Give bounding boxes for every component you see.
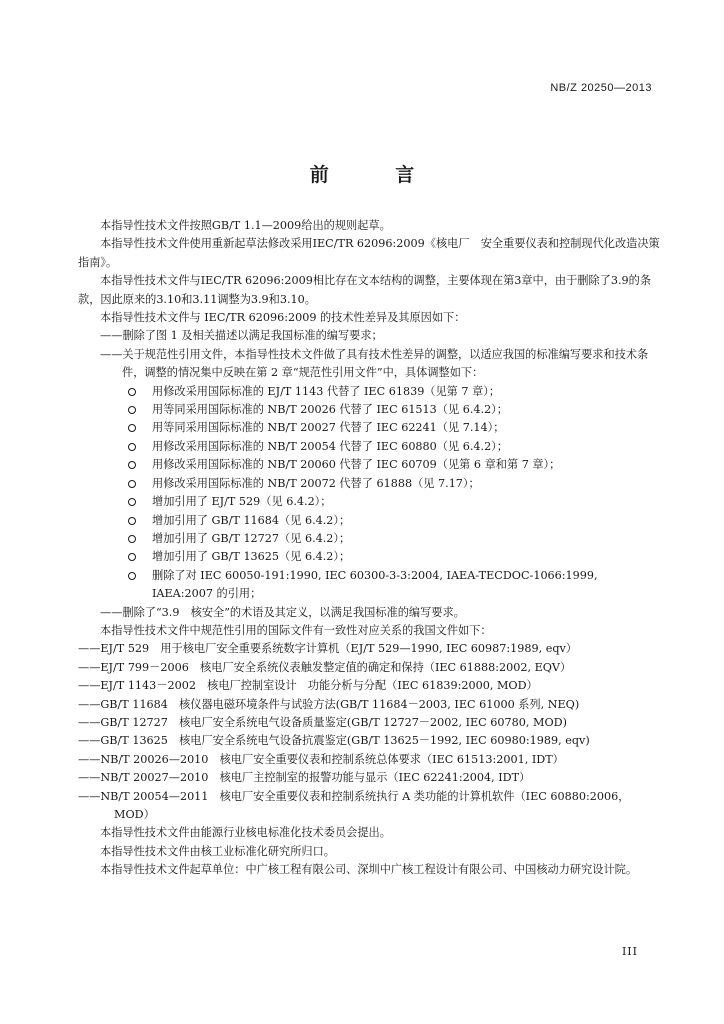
reference-item: ——EJ/T 799－2006 核电厂安全系统仪表触发整定值的确定和保持（IEC 61888:2002, EQV）	[78, 660, 572, 674]
list-item: 删除了对 IEC 60050-191:1990, IEC 60300-3-3:2004, IAEA-TECDOC-1066:1999, IAEA:2007 的引用；	[128, 567, 660, 604]
reference-item: ——EJ/T 529 用于核电厂安全重要系统数字计算机（EJ/T 529—1990, IEC 60987:1989, eqv）	[78, 642, 578, 656]
paragraph-national-equivalents: 本指导性技术文件中规范性引用的国际文件有一致性对应关系的我国文件如下：	[100, 623, 492, 637]
bullet-icon	[128, 553, 136, 561]
paragraph-structure: 本指导性技术文件与IEC/TR 62096:2009相比存在文本结构的调整，主要体现在第3章中，由于删除了3.9的条款，因此原来的3.10和3.11调整为3.9和3.10。	[78, 274, 652, 306]
bullet-icon	[128, 443, 136, 451]
list-item: 用修改采用国际标准的 NB/T 20072 代替了 61888（见 7.17）；	[128, 475, 660, 493]
document-number: NB/Z 20250—2013	[550, 82, 652, 94]
paragraph-managed-by: 本指导性技术文件由核工业标准化研究所归口。	[100, 844, 335, 858]
adjustment-list	[78, 383, 660, 604]
page-title: 前 言	[309, 164, 445, 186]
reference-item: ——NB/T 20054—2011 核电厂安全重要仪表和控制系统执行 A 类功能的计算机软件（IEC 60880:2006，MOD）	[78, 789, 630, 821]
reference-item: ——GB/T 13625 核电厂安全系统电气设备抗震鉴定(GB/T 13625－1992, IEC 60980:1989, eqv)	[78, 734, 590, 748]
paragraph-differences-intro: 本指导性技术文件与 IEC/TR 62096:2009 的技术性差异及其原因如下：	[100, 311, 466, 325]
list-item: 增加引用了 GB/T 12727（见 6.4.2）；	[128, 530, 660, 548]
bullet-icon	[128, 517, 136, 525]
reference-item: ——NB/T 20027—2010 核电厂主控制室的报警功能与显示（IEC 62241:2004, IDT）	[78, 771, 531, 785]
bullet-icon	[128, 461, 136, 469]
paragraph-adoption: 本指导性技术文件使用重新起草法修改采用IEC/TR 62096:2009《核电厂 安全重要仪表和控制现代化改造决策指南》。	[78, 237, 660, 269]
bullet-icon	[128, 388, 136, 396]
list-item: 增加引用了 EJ/T 529（见 6.4.2）；	[128, 493, 660, 511]
list-item: 用等同采用国际标准的 NB/T 20027 代替了 IEC 62241（见 7.14）；	[128, 419, 660, 437]
list-item: 增加引用了 GB/T 13625（见 6.4.2）；	[128, 548, 660, 566]
bullet-icon	[128, 572, 136, 580]
reference-item: ——GB/T 11684 核仪器电磁环境条件与试验方法(GB/T 11684－2003, IEC 61000 系列, NEQ)	[78, 697, 580, 711]
bullet-icon	[128, 535, 136, 543]
bullet-icon	[128, 498, 136, 506]
list-item: 用修改采用国际标准的 EJ/T 1143 代替了 IEC 61839（见第 7 章）；	[128, 383, 660, 401]
bullet-icon	[128, 406, 136, 414]
bullet-icon	[128, 424, 136, 432]
reference-item: ——EJ/T 1143－2002 核电厂控制室设计 功能分析与分配（IEC 61839:2000, MOD）	[78, 679, 538, 693]
list-item: 用修改采用国际标准的 NB/T 20060 代替了 IEC 60709（见第 6 章和第 7 章）；	[128, 456, 660, 474]
list-item: 增加引用了 GB/T 11684（见 6.4.2）；	[128, 512, 660, 530]
paragraph-drafting-units: 本指导性技术文件起草单位：中广核工程有限公司、深圳中广核工程设计有限公司、中国核动力研究设计院。	[100, 863, 638, 877]
paragraph-proposed-by: 本指导性技术文件由能源行业核电标准化技术委员会提出。	[100, 826, 391, 840]
page-number: III	[621, 945, 638, 958]
reference-item: ——NB/T 20026—2010 核电厂安全重要仪表和控制系统总体要求（IEC 61513:2001, IDT）	[78, 752, 564, 766]
dash-item-references: ——关于规范性引用文件，本指导性技术文件做了具有技术性差异的调整，以适应我国的标准编写要求和技术条件，调整的情况集中反映在第 2 章“规范性引用文件”中，具体调整如下：	[100, 347, 649, 380]
foreword-body	[78, 217, 660, 880]
paragraph-drafting-rules: 本指导性技术文件按照GB/T 1.1—2009给出的规则起草。	[100, 219, 391, 232]
list-item: 用等同采用国际标准的 NB/T 20026 代替了 IEC 61513（见 6.4.2）；	[128, 401, 660, 419]
reference-list	[78, 640, 660, 824]
reference-item: ——GB/T 12727 核电厂安全系统电气设备质量鉴定(GB/T 12727－2002, IEC 60780, MOD)	[78, 715, 567, 729]
dash-item-term-deletion: ——删除了“3.9 核安全”的术语及其定义，以满足我国标准的编写要求。	[100, 605, 465, 619]
bullet-icon	[128, 480, 136, 488]
list-item: 用修改采用国际标准的 NB/T 20054 代替了 IEC 60880（见 6.4.2）；	[128, 438, 660, 456]
dash-item-figure: ——删除了图 1 及相关描述以满足我国标准的编写要求；	[100, 329, 383, 343]
